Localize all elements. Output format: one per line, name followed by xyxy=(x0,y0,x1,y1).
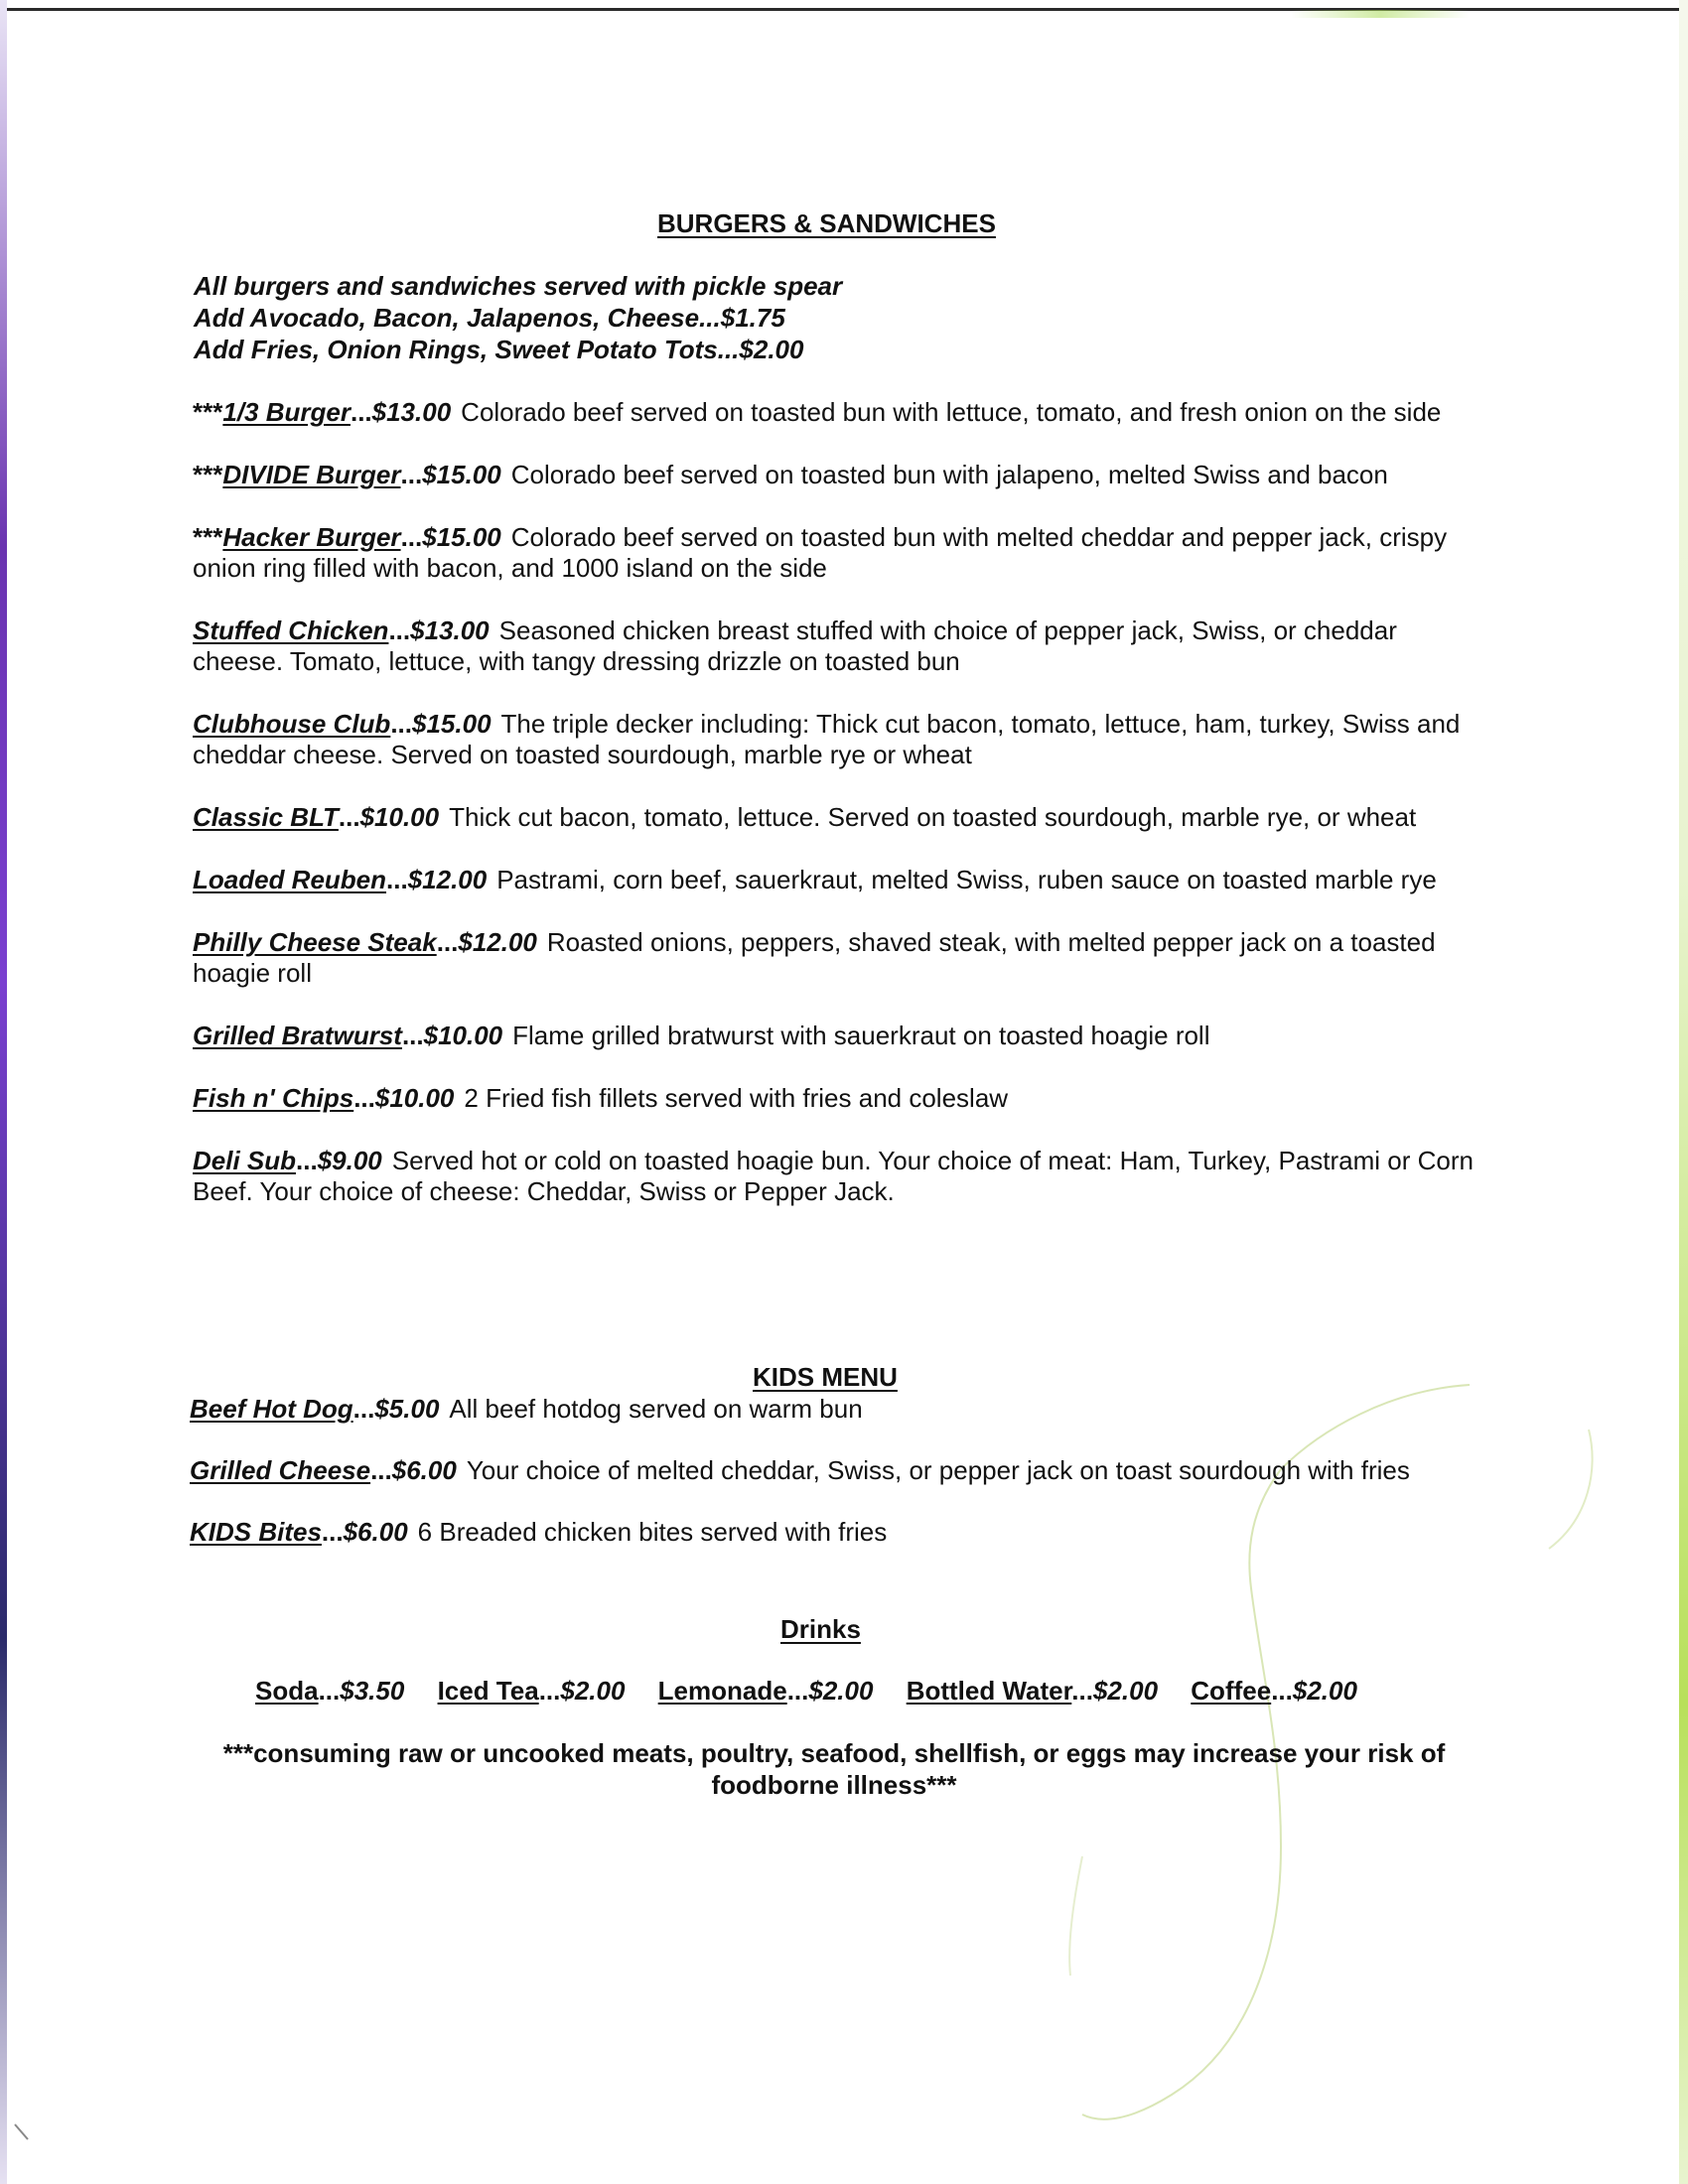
item-price: $15.00 xyxy=(412,709,492,739)
item-description: Colorado beef served on toasted bun with jalapeno, melted Swiss and bacon xyxy=(510,460,1388,489)
drink-name: Lemonade xyxy=(657,1676,787,1706)
item-description: All beef hotdog served on warm bun xyxy=(449,1394,863,1424)
item-description: Pastrami, corn beef, sauerkraut, melted Swiss, ruben sauce on toasted marble rye xyxy=(496,865,1437,894)
item-price: $10.00 xyxy=(359,802,440,832)
item-description: The triple decker including: Thick cut bacon, tomato, lettuce, ham, turkey, Swiss and cheddar cheese. Served on toasted sourdough, marble rye or wheat xyxy=(193,709,1461,769)
item-name: DIVIDE Burger xyxy=(222,460,401,489)
item-price: $6.00 xyxy=(343,1517,408,1547)
item-name: Grilled Cheese xyxy=(190,1455,371,1485)
drink-name: Iced Tea xyxy=(437,1676,539,1706)
drink-item xyxy=(1191,1676,1357,1706)
menu-item xyxy=(193,865,1483,895)
section-title-burgers: BURGERS & SANDWICHES xyxy=(657,208,996,238)
menu-item xyxy=(190,1394,1480,1425)
menu-item xyxy=(193,460,1483,490)
item-name: Hacker Burger xyxy=(222,522,401,552)
drink-item xyxy=(255,1676,404,1706)
menu-item xyxy=(193,1021,1483,1051)
menu-item xyxy=(190,1517,1480,1548)
drink-item xyxy=(658,1676,874,1706)
drink-price: $3.50 xyxy=(340,1676,405,1706)
item-description: Thick cut bacon, tomato, lettuce. Served on toasted sourdough, marble rye, or wheat xyxy=(449,802,1417,832)
item-name: Classic BLT xyxy=(193,802,339,832)
drink-item xyxy=(438,1676,626,1706)
item-separator: ... xyxy=(538,1676,561,1706)
item-prefix: *** xyxy=(193,460,223,489)
item-description: Colorado beef served on toasted bun with lettuce, tomato, and fresh onion on the side xyxy=(461,397,1442,427)
item-description: 6 Breaded chicken bites served with fries xyxy=(417,1517,888,1547)
item-name: KIDS Bites xyxy=(190,1517,322,1547)
item-price: $12.00 xyxy=(458,927,537,957)
menu-item xyxy=(193,615,1483,677)
food-safety-disclaimer: ***consuming raw or uncooked meats, poultry, seafood, shellfish, or eggs may increase your risk of foodborne illness*** xyxy=(222,1738,1446,1800)
item-separator: ... xyxy=(296,1146,318,1175)
item-price: $13.00 xyxy=(371,397,452,427)
drink-price: $2.00 xyxy=(560,1676,626,1706)
item-name: Deli Sub xyxy=(193,1146,297,1175)
item-separator: ... xyxy=(1071,1676,1093,1706)
item-separator: ... xyxy=(353,1083,375,1113)
drink-price: $2.00 xyxy=(1292,1676,1357,1706)
item-separator: ... xyxy=(338,802,360,832)
kids-items-list xyxy=(190,1394,1480,1578)
item-name: Beef Hot Dog xyxy=(190,1394,353,1424)
section-title-kids: KIDS MENU xyxy=(753,1362,898,1392)
drink-name: Soda xyxy=(255,1676,319,1706)
section-title-drinks: Drinks xyxy=(780,1614,861,1644)
item-price: $13.00 xyxy=(410,615,490,645)
menu-item xyxy=(193,397,1483,428)
item-description: Served hot or cold on toasted hoagie bun. Your choice of meat: Ham, Turkey, Pastrami or Corn Beef. Your choice of cheese: Cheddar, Swiss or Pepper Jack. xyxy=(193,1146,1474,1206)
item-price: $9.00 xyxy=(317,1146,382,1175)
drink-price: $2.00 xyxy=(1092,1676,1159,1706)
item-name: Philly Cheese Steak xyxy=(193,927,437,957)
item-price: $6.00 xyxy=(391,1455,457,1485)
drink-item xyxy=(907,1676,1158,1706)
item-description: Your choice of melted cheddar, Swiss, or pepper jack on toast sourdough with fries xyxy=(466,1455,1410,1485)
note-line: Add Avocado, Bacon, Jalapenos, Cheese...$1.75 xyxy=(194,303,785,333)
item-separator: ... xyxy=(321,1517,344,1547)
item-name: Stuffed Chicken xyxy=(193,615,389,645)
item-name: Grilled Bratwurst xyxy=(193,1021,402,1050)
item-description: Roasted onions, peppers, shaved steak, with melted pepper jack on a toasted hoagie roll xyxy=(193,927,1436,988)
item-separator: ... xyxy=(370,1455,392,1485)
item-separator: ... xyxy=(388,615,411,645)
item-description: 2 Fried fish fillets served with fries and coleslaw xyxy=(464,1083,1009,1113)
item-separator: ... xyxy=(1271,1676,1293,1706)
drink-price: $2.00 xyxy=(808,1676,874,1706)
note-line: All burgers and sandwiches served with pickle spear xyxy=(194,271,843,301)
item-price: $12.00 xyxy=(407,865,488,894)
item-separator: ... xyxy=(386,865,408,894)
item-name: Fish n' Chips xyxy=(193,1083,354,1113)
item-separator: ... xyxy=(350,397,372,427)
item-price: $5.00 xyxy=(374,1394,440,1424)
menu-item xyxy=(193,522,1483,584)
note-line: Add Fries, Onion Rings, Sweet Potato Tots...$2.00 xyxy=(194,335,804,364)
item-separator: ... xyxy=(400,460,423,489)
item-price: $10.00 xyxy=(374,1083,455,1113)
item-name: Clubhouse Club xyxy=(193,709,391,739)
menu-item xyxy=(193,1146,1483,1207)
item-separator: ... xyxy=(400,522,423,552)
item-price: $10.00 xyxy=(423,1021,503,1050)
item-prefix: *** xyxy=(193,397,223,427)
burger-items-list xyxy=(193,397,1483,1239)
item-description: Colorado beef served on toasted bun with melted cheddar and pepper jack, crispy onion ring filled with bacon, and 1000 island on the side xyxy=(193,522,1448,583)
item-name: 1/3 Burger xyxy=(222,397,351,427)
drink-name: Coffee xyxy=(1191,1676,1272,1706)
item-price: $15.00 xyxy=(422,460,501,489)
item-separator: ... xyxy=(318,1676,341,1706)
item-separator: ... xyxy=(786,1676,809,1706)
menu-item xyxy=(193,927,1483,989)
item-description: Seasoned chicken breast stuffed with choice of pepper jack, Swiss, or cheddar cheese. Tomato, lettuce, with tangy dressing drizzle on toasted bun xyxy=(193,615,1397,676)
burger-notes xyxy=(194,270,842,365)
menu-item xyxy=(193,709,1483,770)
menu-item xyxy=(193,1083,1483,1114)
item-name: Loaded Reuben xyxy=(193,865,387,894)
item-separator: ... xyxy=(401,1021,424,1050)
item-price: $15.00 xyxy=(422,522,501,552)
item-description: Flame grilled bratwurst with sauerkraut on toasted hoagie roll xyxy=(512,1021,1210,1050)
menu-item xyxy=(193,802,1483,833)
item-separator: ... xyxy=(390,709,412,739)
item-separator: ... xyxy=(436,927,459,957)
item-prefix: *** xyxy=(193,522,223,552)
drink-name: Bottled Water xyxy=(906,1676,1072,1706)
drinks-list xyxy=(255,1676,1383,1706)
menu-item xyxy=(190,1455,1480,1486)
item-separator: ... xyxy=(352,1394,375,1424)
